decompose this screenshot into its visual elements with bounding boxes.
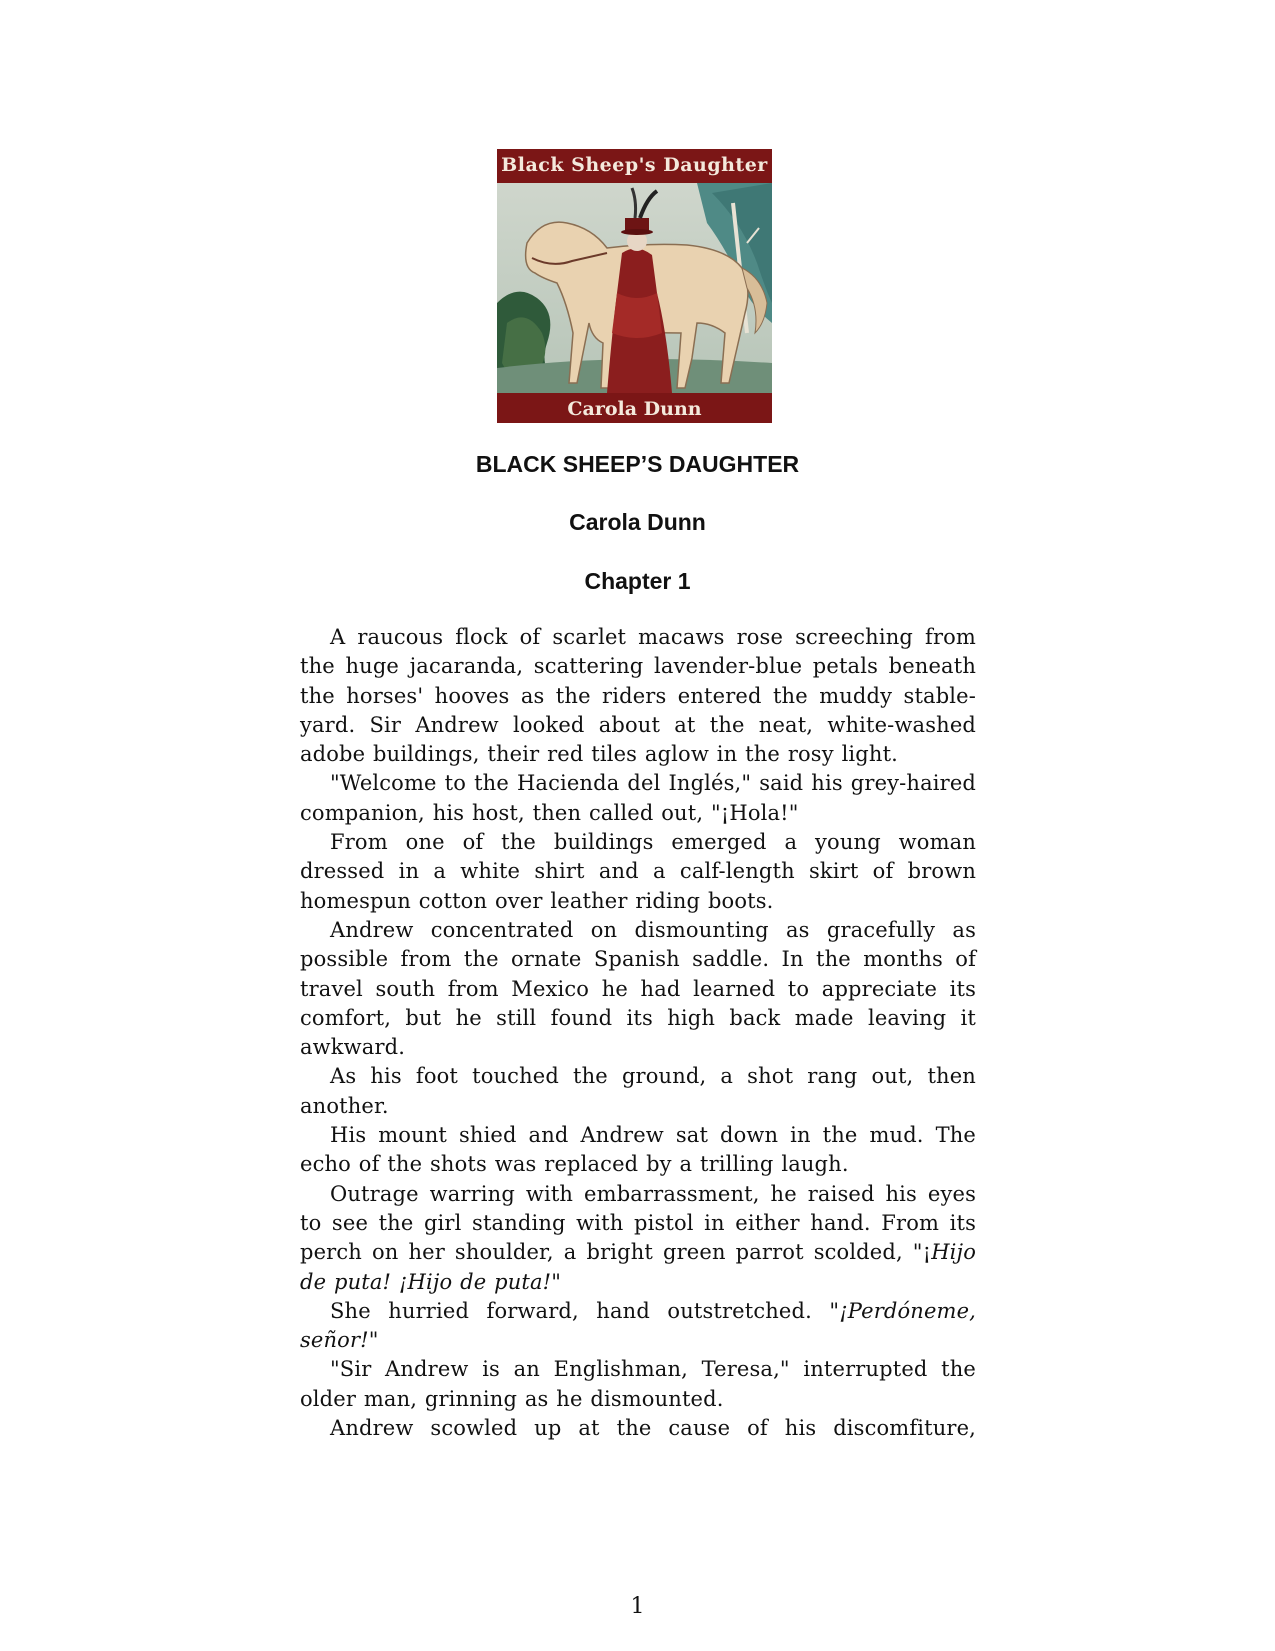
chapter-body xyxy=(300,623,976,1443)
paragraph xyxy=(300,828,976,916)
paragraph-text: A raucous flock of scarlet macaws rose screeching from the huge jacaranda, scattering lavender-blue petals beneath the horses' hooves as the riders entered the muddy stable-yard. Sir Andrew looked about at the neat, white-washed adobe buildings, their red tiles aglow in the rosy light. xyxy=(300,625,976,767)
book-author: Carola Dunn xyxy=(569,509,706,535)
book-cover-image xyxy=(497,149,772,423)
paragraph-text: "Welcome to the Hacienda del Inglés," said his grey-haired companion, his host, then called out, "¡Hola!" xyxy=(300,771,976,825)
paragraph-text: She hurried forward, hand outstretched. " xyxy=(330,1298,840,1323)
paragraph xyxy=(300,1297,976,1356)
paragraph-text: "Sir Andrew is an Englishman, Teresa," interrupted the older man, grinning as he dismounted. xyxy=(300,1357,976,1411)
paragraph-text: Andrew scowled up at the cause of his discomfiture, xyxy=(330,1416,976,1441)
paragraph xyxy=(300,623,976,769)
paragraph xyxy=(300,1414,976,1443)
chapter-heading: Chapter 1 xyxy=(584,568,691,594)
page-number: 1 xyxy=(630,1594,645,1619)
italic-text: Hijo de puta! ¡Hijo de puta!" xyxy=(300,1240,976,1294)
paragraph xyxy=(300,916,976,1062)
paragraph xyxy=(300,1062,976,1121)
paragraph-text: As his foot touched the ground, a shot rang out, then another. xyxy=(300,1064,976,1118)
paragraph xyxy=(300,1355,976,1414)
paragraph-text: From one of the buildings emerged a young woman dressed in a white shirt and a calf-length skirt of brown homespun cotton over leather riding boots. xyxy=(300,830,976,913)
paragraph xyxy=(300,1121,976,1180)
paragraph xyxy=(300,769,976,828)
paragraph-text: Andrew concentrated on dismounting as gracefully as possible from the ornate Spanish saddle. In the months of travel south from Mexico he had learned to appreciate its comfort, but he still found its high back made leaving it awkward. xyxy=(300,917,976,1060)
paragraph xyxy=(300,1180,976,1297)
book-title: BLACK SHEEP’S DAUGHTER xyxy=(475,451,800,477)
paragraph-text: His mount shied and Andrew sat down in the mud. The echo of the shots was replaced by a trilling laugh. xyxy=(300,1123,976,1177)
italic-text: ¡Perdóneme, señor!" xyxy=(300,1298,976,1353)
cover-illustration xyxy=(497,183,772,393)
cover-author: Carola Dunn xyxy=(567,398,702,420)
paragraph-text: Outrage warring with embarrassment, he raised his eyes to see the girl standing with pistol in either hand. From its perch on her shoulder, a bright green parrot scolded, "¡ xyxy=(300,1181,976,1265)
cover-title: Black Sheep's Daughter xyxy=(501,154,768,176)
